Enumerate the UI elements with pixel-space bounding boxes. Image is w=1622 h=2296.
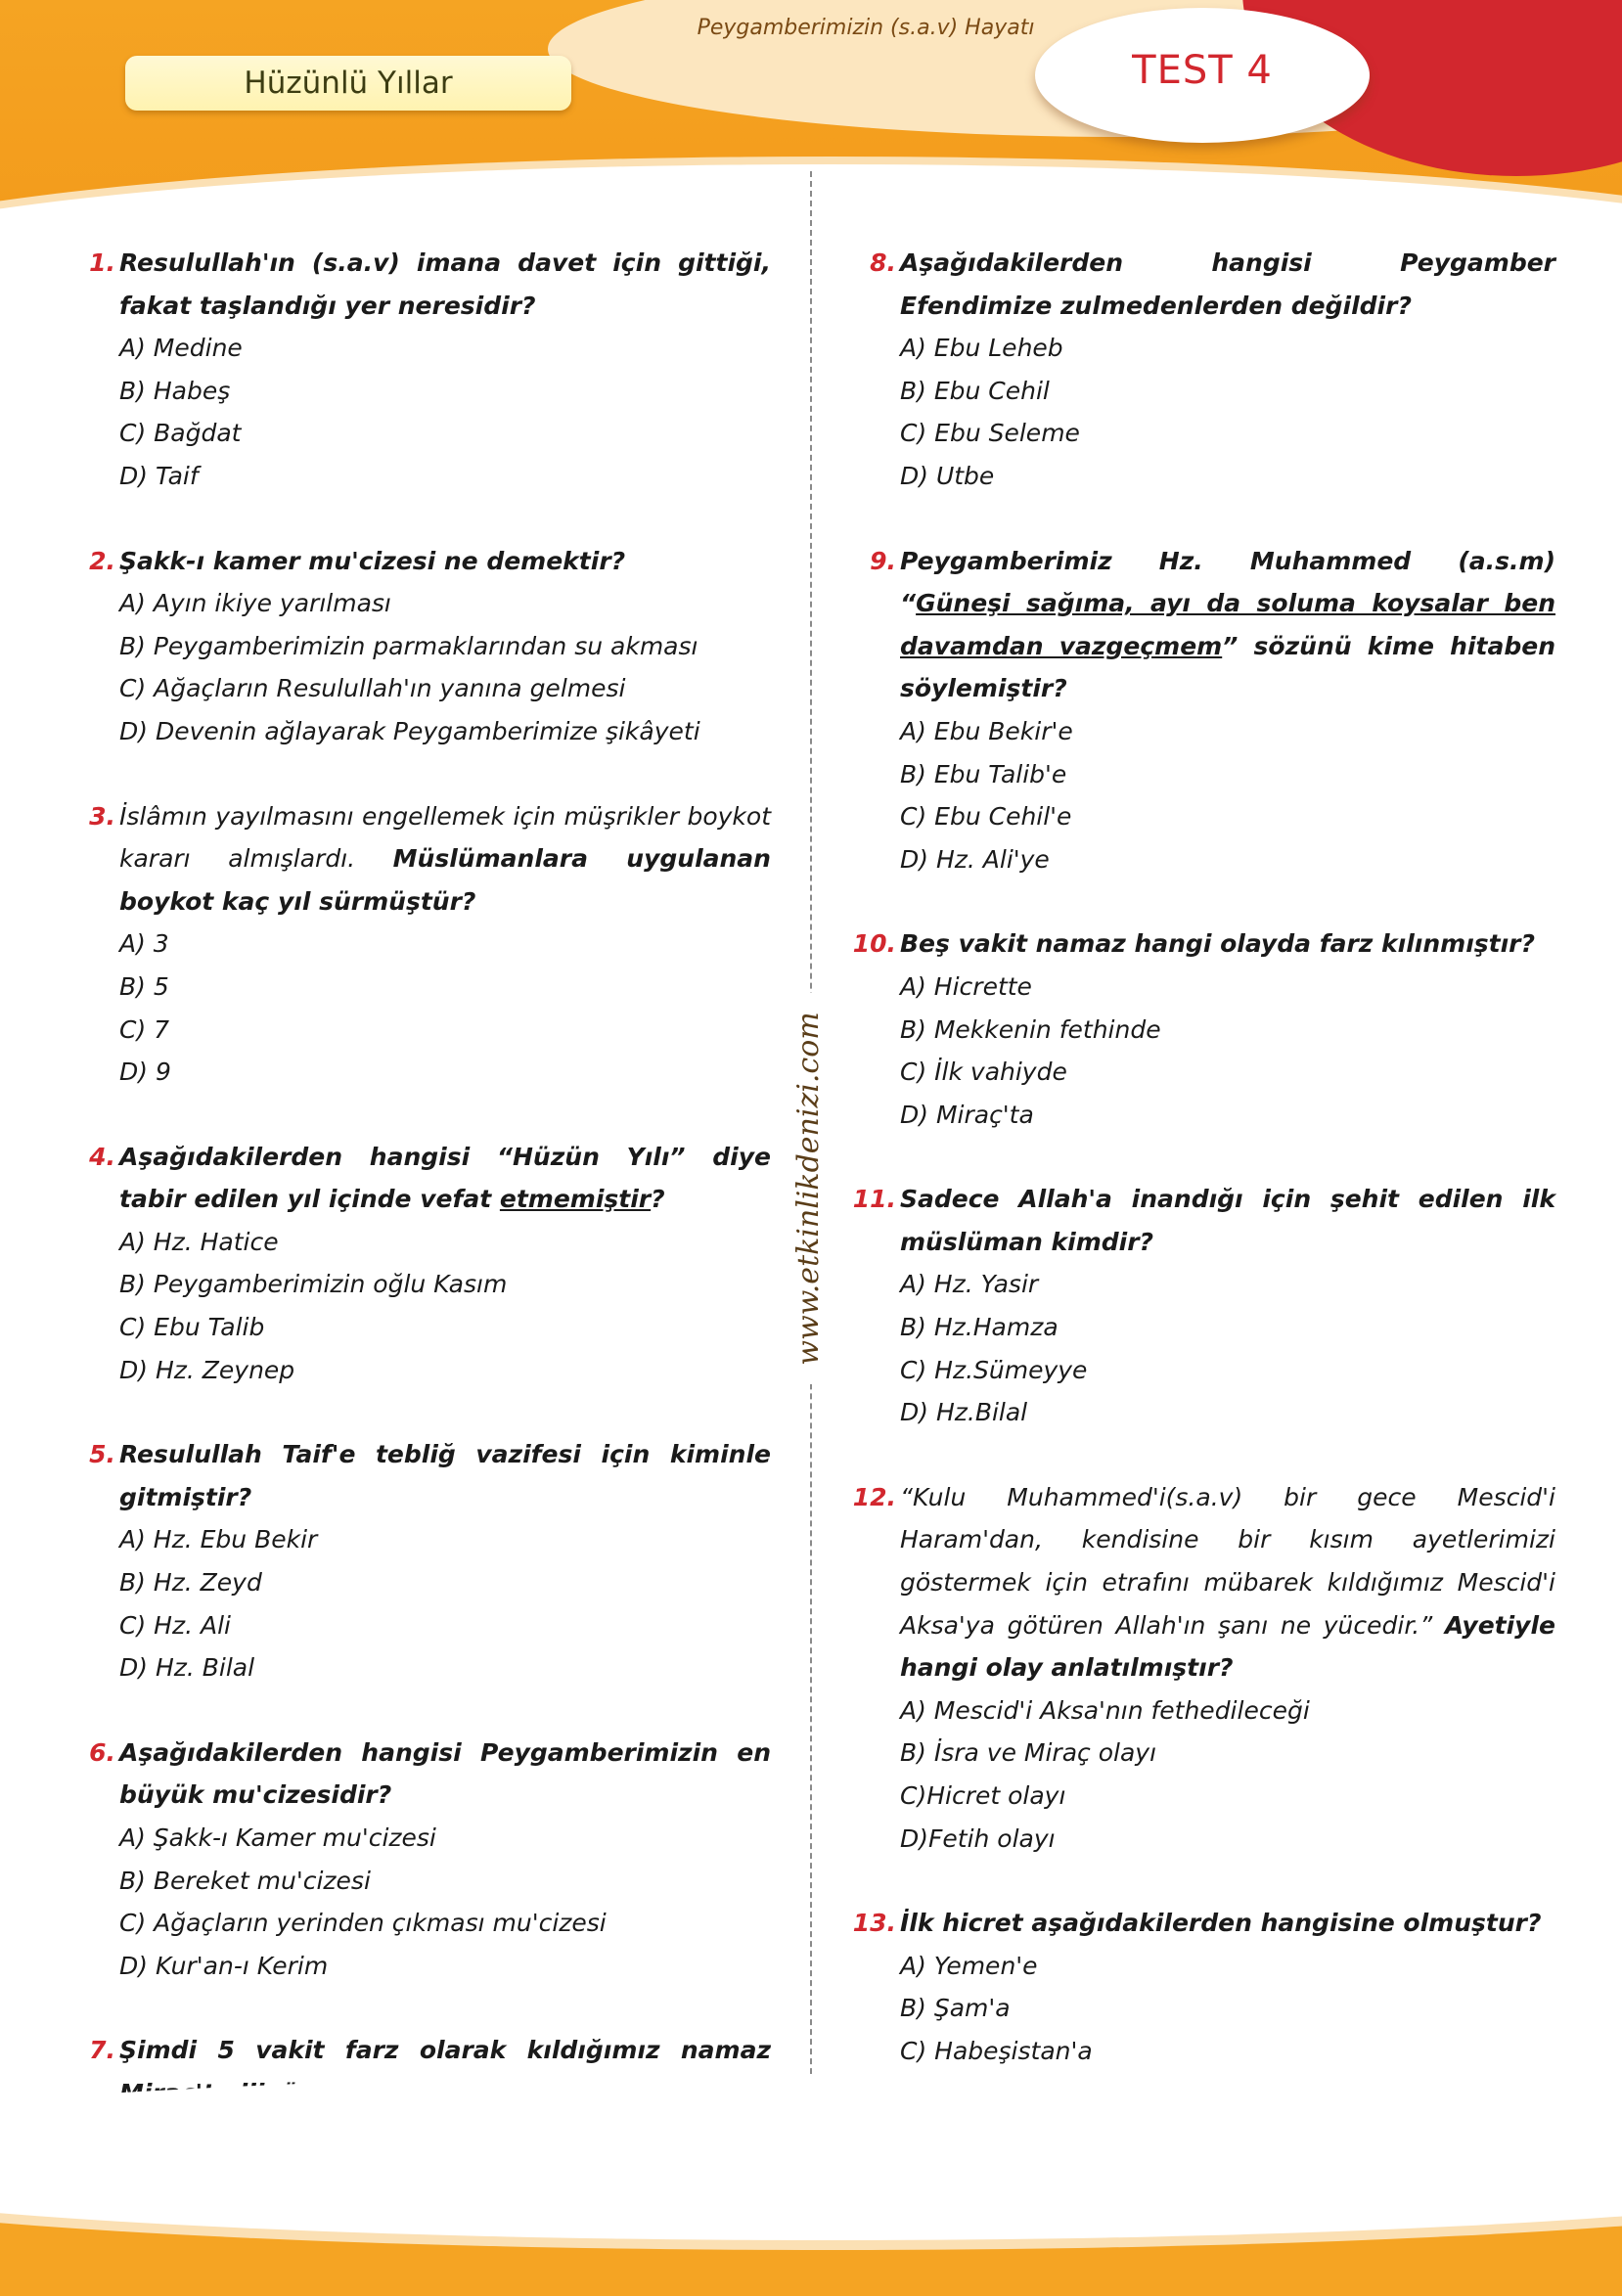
- question-number: 2.: [89, 546, 115, 575]
- option-c[interactable]: C) Hz.Sümeyye: [900, 1355, 1088, 1384]
- option-c[interactable]: C) Bağdat: [119, 419, 242, 448]
- question-number: 3.: [89, 801, 115, 831]
- question-stem: Şakk-ı kamer mu'cizesi ne demektir?: [119, 546, 626, 575]
- question-stem: [900, 1476, 1555, 1689]
- question-stem: Beş vakit namaz hangi olayda farz kılınmıştır?: [900, 929, 1536, 959]
- option-c[interactable]: C) Ebu Cehil'e: [900, 802, 1072, 832]
- option-a[interactable]: A) Ebu Leheb: [900, 334, 1063, 363]
- option-b[interactable]: B) İsra ve Miraç olayı: [900, 1738, 1157, 1768]
- question-stem: İlk hicret aşağıdakilerden hangisine olmuştur?: [900, 1909, 1542, 1938]
- option-c[interactable]: C) İlk vahiyde: [900, 1058, 1067, 1087]
- question-stem: Resulullah Taif'e tebliğ vazifesi için kiminle gitmiştir?: [119, 1440, 771, 1511]
- option-a[interactable]: A) Hz. Ebu Bekir: [119, 1525, 318, 1554]
- option-a[interactable]: A) Hz. Hatice: [119, 1227, 279, 1256]
- website-watermark: www.etkinlikdenizi.com: [791, 1012, 826, 1366]
- option-a[interactable]: A) Hz. Yasir: [900, 1270, 1039, 1299]
- stem-underlined-quote: Güneşi sağıma, ayı da soluma koysalar ben davamdan vazgeçmem: [900, 589, 1555, 660]
- option-c[interactable]: C) Habeşistan'a: [900, 2036, 1093, 2065]
- question-number: 6.: [89, 1737, 115, 1767]
- option-d[interactable]: D) Kur'an-ı Kerim: [119, 1951, 329, 1980]
- option-d[interactable]: D) Miraç'ta: [900, 1100, 1034, 1129]
- option-d[interactable]: D) Hz. Bilal: [119, 1653, 255, 1683]
- question-5: [80, 1433, 771, 1689]
- option-a[interactable]: A) Yemen'e: [900, 1951, 1038, 1980]
- question-10: [843, 923, 1555, 1136]
- option-b[interactable]: B) Mekkenin fethinde: [900, 1014, 1161, 1044]
- option-b[interactable]: B) Bereket mu'cizesi: [119, 1866, 371, 1895]
- test-badge: [1035, 8, 1370, 143]
- question-4: [80, 1136, 771, 1392]
- question-12: [843, 1476, 1555, 1860]
- option-b[interactable]: B) Ebu Talib'e: [900, 759, 1067, 788]
- question-6: [80, 1732, 771, 1988]
- question-stem: Şimdi 5 vakit farz olarak kıldığımız namaz: [119, 2036, 771, 2065]
- question-stem: [119, 1136, 771, 1221]
- question-11: [843, 1178, 1555, 1434]
- stem-underlined: etmemiştir: [499, 1185, 652, 1214]
- question-stem: Aşağıdakilerden hangisi Peygamberimizin en büyük mu'cizesidir?: [119, 1737, 771, 1810]
- stem-question: Ayetiyle hangi olay anlatılmıştır?: [900, 1610, 1555, 1683]
- question-stem: [119, 795, 771, 923]
- question-stem: Aşağıdakilerden hangisi Peygamber Efendimize zulmedenlerden değildir?: [900, 248, 1555, 320]
- option-d[interactable]: D) Devenin ağlayarak Peygamberimize şikâyeti: [119, 716, 700, 745]
- question-8: [843, 242, 1555, 498]
- question-number: 4.: [89, 1142, 115, 1171]
- option-d[interactable]: D) Hz. Zeynep: [119, 1355, 295, 1384]
- book-title: Peygamberimizin (s.a.v) Hayatı: [697, 16, 1035, 40]
- question-stem: Resulullah'ın (s.a.v) imana davet için gittiği, fakat taşlandığı yer neresidir?: [119, 248, 771, 320]
- question-stem: [900, 540, 1555, 710]
- option-d[interactable]: D)Fetih olayı: [900, 1823, 1056, 1853]
- stem-quote: “Kulu Muhammed'i(s.a.v) bir gece Mescid'i Haram'dan, kendisine bir kısım ayetlerimizi göstermek için etrafını mübarek kıldığımız Mescid'i Aksa'ya götüren Allah'ın şanı ne yücedir.”: [900, 1482, 1555, 1640]
- question-number: 5.: [89, 1440, 115, 1469]
- option-a[interactable]: A) Medine: [119, 334, 243, 363]
- question-number: 10.: [852, 929, 896, 959]
- stem-part: ” sözünü kime hitaben söylemiştir?: [900, 631, 1556, 703]
- option-c[interactable]: C) Ağaçların yerinden çıkması mu'cizesi: [119, 1909, 607, 1938]
- question-stem: Sadece Allah'a inandığı için şehit edilen ilk müslüman kimdir?: [900, 1185, 1555, 1256]
- footer-white-curve: [0, 2074, 1622, 2240]
- section-title: Hüzünlü Yıllar: [244, 66, 453, 101]
- question-number: 7.: [89, 2036, 115, 2065]
- option-b[interactable]: B) Şam'a: [900, 1994, 1011, 2023]
- option-a[interactable]: A) 3: [119, 929, 169, 959]
- question-number: 12.: [852, 1482, 896, 1511]
- question-number: 1.: [89, 248, 115, 277]
- option-a[interactable]: A) Mescid'i Aksa'nın fethedileceği: [900, 1695, 1310, 1725]
- stem-question: Müslümanlara uygulanan boykot kaç yıl sürmüştür?: [119, 844, 771, 916]
- left-column: [80, 242, 771, 2199]
- option-c[interactable]: C) Ağaçların Resulullah'ın yanına gelmesi: [119, 674, 626, 703]
- option-b[interactable]: B) Habeş: [119, 376, 231, 405]
- question-number: 13.: [852, 1909, 896, 1938]
- option-a[interactable]: A) Ebu Bekir'e: [900, 716, 1073, 745]
- option-b[interactable]: B) Hz.Hamza: [900, 1313, 1059, 1342]
- right-column: [843, 242, 1555, 2157]
- question-number: 9.: [870, 546, 896, 575]
- option-a[interactable]: A) Ayın ikiye yarılması: [119, 589, 391, 618]
- option-c[interactable]: C) 7: [119, 1014, 170, 1044]
- option-d[interactable]: D) 9: [119, 1058, 171, 1087]
- test-label: TEST 4: [1132, 48, 1273, 93]
- option-d[interactable]: D) Hz. Ali'ye: [900, 844, 1050, 874]
- stem-part: Peygamberimiz Hz. Muhammed (a.s.m) “: [900, 546, 1555, 618]
- option-d[interactable]: D) Hz.Bilal: [900, 1398, 1028, 1427]
- option-b[interactable]: B) 5: [119, 971, 169, 1001]
- option-d[interactable]: D) Utbe: [900, 461, 995, 490]
- stem-part: Aşağıdakilerden hangisi “Hüzün Yılı” diye tabir edilen yıl içinde vefat: [119, 1142, 771, 1214]
- question-number: 11.: [852, 1185, 896, 1214]
- question-number: 8.: [870, 248, 896, 277]
- section-title-pill: [125, 56, 571, 111]
- option-d[interactable]: D) Taif: [119, 461, 199, 490]
- question-3: [80, 795, 771, 1094]
- option-b[interactable]: B) Ebu Cehil: [900, 376, 1050, 405]
- option-c[interactable]: C) Ebu Seleme: [900, 419, 1080, 448]
- option-c[interactable]: C) Ebu Talib: [119, 1313, 265, 1342]
- option-a[interactable]: A) Şakk-ı Kamer mu'cizesi: [119, 1823, 436, 1852]
- question-1: [80, 242, 771, 498]
- stem-part: ?: [651, 1185, 665, 1214]
- stem-context: İslâmın yayılmasını engellemek için müşrikler boykot kararı almışlardı.: [119, 801, 771, 874]
- option-c[interactable]: C)Hicret olayı: [900, 1781, 1066, 1810]
- option-c[interactable]: C) Hz. Ali: [119, 1610, 231, 1640]
- question-9: [843, 540, 1555, 881]
- option-b[interactable]: B) Peygamberimizin oğlu Kasım: [119, 1270, 508, 1299]
- option-b[interactable]: B) Hz. Zeyd: [119, 1568, 262, 1598]
- question-2: [80, 540, 771, 753]
- option-b[interactable]: B) Peygamberimizin parmaklarından su akması: [119, 631, 698, 660]
- option-a[interactable]: A) Hicrette: [900, 971, 1032, 1001]
